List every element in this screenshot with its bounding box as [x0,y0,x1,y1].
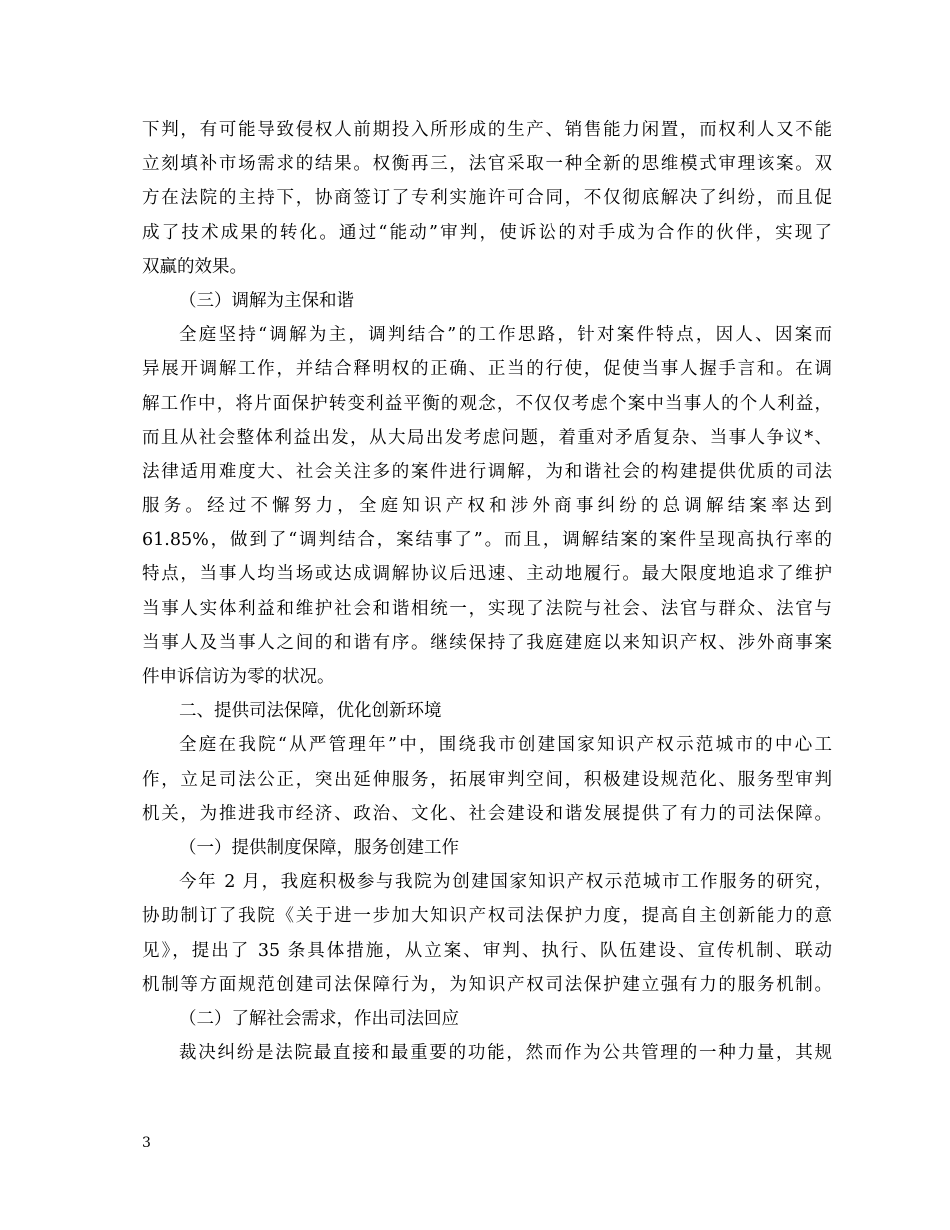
text-line: （一）提供制度保障，服务创建工作 [179,837,459,858]
text-line: 二、提供司法保障，优化创新环境 [179,701,442,722]
text-line: 立刻填补市场需求的结果。权衡再三，法官采取一种全新的思维模式审理该案。双 [142,154,832,175]
text-line: 全庭坚持“调解为主，调判结合”的工作思路，针对案件特点，因人、因案而 [179,325,832,346]
text-line: 特点，当事人均当场或达成调解协议后迅速、主动地履行。最大限度地追求了维护 [142,564,832,585]
text-line: 今年 2 月，我庭积极参与我院为创建国家知识产权示范城市工作服务的研究， [179,872,832,893]
text-line: 而且从社会整体利益出发，从大局出发考虑问题，着重对矛盾复杂、当事人争议*、 [142,427,832,448]
text-line: 异展开调解工作，并结合释明权的正确、正当的行使，促使当事人握手言和。在调 [142,359,832,380]
text-line: 法律适用难度大、社会关注多的案件进行调解，为和谐社会的构建提供优质的司法 [142,461,832,482]
text-line: 裁决纠纷是法院最直接和最重要的功能，然而作为公共管理的一种力量，其规 [179,1043,832,1064]
text-line: 见》，提出了 35 条具体措施，从立案、审判、执行、队伍建设、宣传机制、联动 [142,940,832,961]
text-line: （二）了解社会需求，作出司法回应 [179,1008,459,1029]
page-number: 3 [142,1135,151,1151]
text-line: 当事人及当事人之间的和谐有序。继续保持了我庭建庭以来知识产权、涉外商事案 [142,632,832,653]
text-line: 件申诉信访为零的状况。 [142,667,335,687]
body-text [142,113,832,1070]
text-line: 方在法院的主持下，协商签订了专利实施许可合同，不仅彻底解决了纠纷，而且促 [142,188,832,209]
text-line: 机制等方面规范创建司法保障行为，为知识产权司法保护建立强有力的服务机制。 [142,974,832,995]
text-line: （三）调解为主保和谐 [179,290,354,311]
text-line: 机关，为推进我市经济、政治、文化、社会建设和谐发展提供了有力的司法保障。 [142,803,832,824]
text-line: 全庭在我院“从严管理年”中，围绕我市创建国家知识产权示范城市的中心工 [179,735,832,756]
text-line: 61.85%，做到了“调判结合，案结事了”。而且，调解结案的案件呈现高执行率的 [142,530,832,551]
text-line: 协助制订了我院《关于进一步加大知识产权司法保护力度，提高自主创新能力的意 [142,906,832,927]
text-line: 作，立足司法公正，突出延伸服务，拓展审判空间，积极建设规范化、服务型审判 [142,769,832,790]
text-line: 下判，有可能导致侵权人前期投入所形成的生产、销售能力闲置，而权利人又不能 [142,120,832,140]
text-line: 当事人实体利益和维护社会和谐相统一，实现了法院与社会、法官与群众、法官与 [142,598,832,619]
text-line: 双赢的效果。 [142,256,247,277]
text-line: 解工作中，将片面保护转变利益平衡的观念，不仅仅考虑个案中当事人的个人利益， [142,393,832,414]
text-line: 成了技术成果的转化。通过“能动”审判，使诉讼的对手成为合作的伙伴，实现了 [142,222,832,243]
text-line: 服务。经过不懈努力，全庭知识产权和涉外商事纠纷的总调解结案率达到 [142,496,832,517]
